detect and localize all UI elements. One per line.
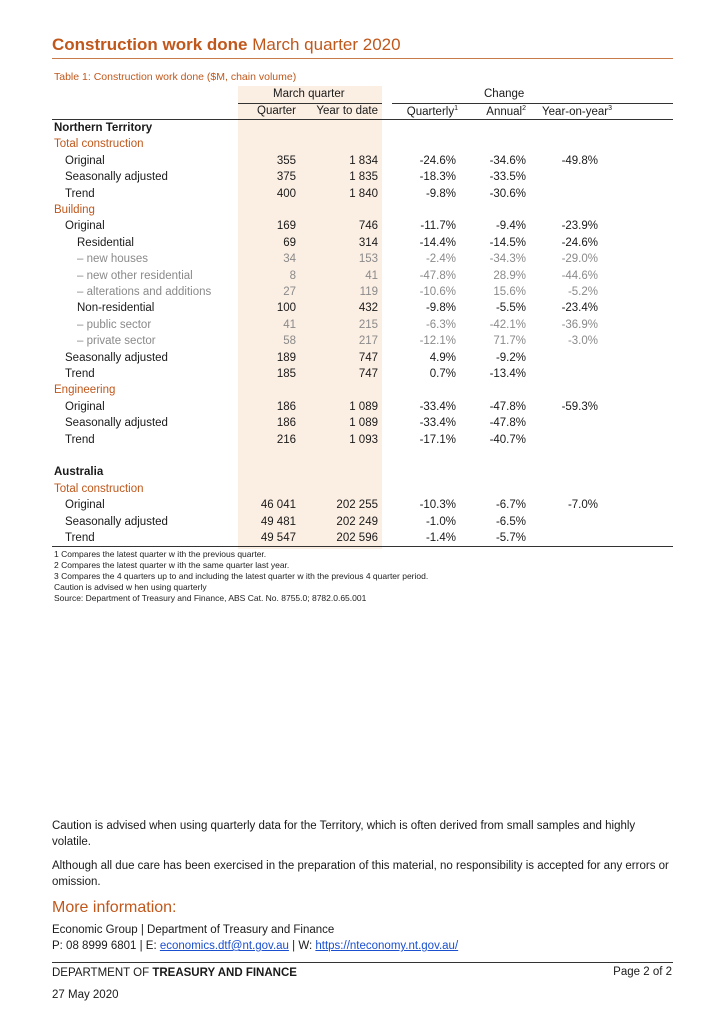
footer-rule: [52, 962, 673, 963]
cell-ytd: 215: [358, 318, 378, 331]
cell-annual: -5.7%: [495, 532, 526, 544]
cell-yoy: -29.0%: [561, 253, 598, 266]
cell-ytd: 202 596: [336, 532, 378, 544]
row-label: – private sector: [77, 335, 156, 348]
row-label: Original: [65, 400, 105, 413]
cell-annual: -6.5%: [495, 515, 526, 528]
cell-quarterly: 0.7%: [429, 368, 456, 380]
col-yoy-text: Year-on-year: [542, 105, 609, 118]
cell-ytd: 432: [358, 302, 378, 315]
col-quarter: Quarter: [257, 105, 296, 117]
cell-ytd: 217: [358, 335, 378, 348]
cell-quarterly: 4.9%: [429, 351, 456, 364]
table-row: [0, 235, 724, 251]
table-row: [0, 399, 724, 415]
title-rest: March quarter 2020: [247, 35, 401, 54]
row-label: – new other residential: [77, 269, 193, 282]
cell-quarterly: -6.3%: [425, 318, 456, 331]
cell-ytd: 1 834: [349, 154, 378, 167]
cell-quarterly: -10.3%: [419, 499, 456, 512]
row-label: Building: [54, 204, 95, 216]
cell-annual: -14.5%: [489, 236, 526, 249]
cell-quarterly: -9.8%: [425, 302, 456, 315]
row-label: Australia: [54, 466, 104, 479]
cell-yoy: -44.6%: [561, 269, 598, 282]
cell-quarterly: -10.6%: [419, 286, 456, 298]
category-row: [0, 202, 724, 218]
table-row: [0, 251, 724, 267]
cell-annual: -47.8%: [489, 400, 526, 413]
footer-department: [52, 967, 297, 979]
table-row: [0, 317, 724, 333]
footer-dept-prefix: DEPARTMENT OF: [52, 967, 153, 979]
col-annual-text: Annual: [486, 105, 523, 118]
row-label: Northern Territory: [54, 122, 153, 134]
row-label: Original: [65, 220, 105, 233]
cell-quarter: 69: [283, 236, 296, 249]
cell-quarter: 216: [276, 433, 296, 446]
cell-quarterly: -33.4%: [419, 417, 456, 430]
row-label: – new houses: [77, 253, 148, 266]
footnote-mark-2: 2: [522, 105, 526, 112]
category-row: [0, 382, 724, 398]
row-label: Trend: [65, 187, 95, 200]
cell-quarter: 27: [283, 286, 296, 298]
cell-quarterly: -18.3%: [419, 171, 456, 184]
cell-yoy: -36.9%: [561, 318, 598, 331]
cell-yoy: -59.3%: [561, 400, 598, 413]
cell-quarterly: -17.1%: [419, 433, 456, 446]
cell-quarterly: -1.4%: [425, 532, 456, 544]
row-label: Trend: [65, 532, 95, 544]
cell-quarter: 186: [276, 400, 296, 413]
table-caption: Table 1: Construction work done ($M, chain volume): [54, 71, 297, 83]
contact-line: [52, 938, 458, 954]
cell-yoy: -24.6%: [561, 236, 598, 249]
col-ytd: Year to date: [316, 105, 378, 117]
cell-quarterly: -24.6%: [419, 154, 456, 167]
cell-quarter: 8: [289, 269, 296, 282]
row-label: Non-residential: [77, 302, 155, 315]
cell-quarter: 169: [276, 220, 296, 233]
table-row: [0, 366, 724, 382]
cell-annual: -34.3%: [489, 253, 526, 266]
cell-quarter: 34: [283, 253, 296, 266]
row-label: Seasonally adjusted: [65, 515, 168, 528]
cell-ytd: 202 255: [336, 499, 378, 512]
header-change: Change: [484, 88, 525, 100]
cell-annual: -5.5%: [495, 302, 526, 315]
row-label: Original: [65, 499, 105, 512]
cell-quarter: 355: [276, 154, 296, 167]
table-notes: [54, 549, 428, 604]
title-bold: Construction work done: [52, 35, 248, 54]
cell-quarter: 186: [276, 417, 296, 430]
cell-quarterly: -33.4%: [419, 400, 456, 413]
cell-quarterly: -1.0%: [425, 515, 456, 528]
cell-ytd: 41: [365, 269, 378, 282]
row-label: Seasonally adjusted: [65, 417, 168, 430]
cell-annual: 15.6%: [493, 286, 526, 298]
cell-annual: -47.8%: [489, 417, 526, 430]
table-row: [0, 350, 724, 366]
section-heading-row: [0, 464, 724, 480]
section-heading-row: [0, 120, 724, 136]
cell-ytd: 1 835: [349, 171, 378, 184]
cell-ytd: 202 249: [336, 515, 378, 528]
cell-ytd: 746: [358, 220, 378, 233]
cell-quarter: 400: [276, 187, 296, 200]
contact-block: [52, 922, 458, 954]
table-row: [0, 169, 724, 185]
email-link[interactable]: economics.dtf@nt.gov.au: [159, 940, 289, 952]
cell-annual: -34.6%: [489, 154, 526, 167]
row-label: Seasonally adjusted: [65, 351, 168, 364]
cell-quarterly: -47.8%: [419, 269, 456, 282]
row-label: – public sector: [77, 318, 152, 331]
cell-yoy: -5.2%: [567, 286, 598, 298]
cell-ytd: 153: [358, 253, 378, 266]
table-row: [0, 415, 724, 431]
cell-quarterly: -2.4%: [425, 253, 456, 266]
cell-ytd: 1 093: [349, 433, 378, 446]
table-row: [0, 514, 724, 530]
disclaimer-paragraph: Although all due care has been exercised in the preparation of this material, no responsibility is accepted for any errors or omission.: [52, 860, 669, 888]
contact-group: Economic Group | Department of Treasury and Finance: [52, 924, 335, 936]
table-row: [0, 153, 724, 169]
cell-annual: 28.9%: [493, 269, 526, 282]
table-row: [0, 333, 724, 349]
table-bottom-rule: [52, 546, 673, 547]
cell-yoy: -23.9%: [561, 220, 598, 233]
row-label: Seasonally adjusted: [65, 171, 168, 184]
cell-ytd: 1 089: [349, 417, 378, 430]
table-row: [0, 432, 724, 448]
cell-yoy: -23.4%: [561, 302, 598, 315]
caution-paragraph: Caution is advised when using quarterly data for the Territory, which is often derived from small samples and highly volatile.: [52, 820, 636, 848]
table-row: [0, 300, 724, 316]
cell-quarterly: -11.7%: [420, 220, 456, 233]
note-caution: Caution is advised w hen using quarterly: [54, 582, 207, 592]
page-number: Page 2 of 2: [613, 966, 672, 978]
cell-annual: -6.7%: [495, 499, 526, 512]
web-prefix: | W:: [288, 940, 316, 952]
spacer-row: [0, 448, 724, 464]
cell-annual: -9.2%: [495, 351, 526, 364]
cell-quarter: 46 041: [260, 499, 296, 512]
cell-quarter: 189: [276, 351, 296, 364]
cell-quarter: 58: [283, 335, 296, 348]
row-label: Residential: [77, 236, 134, 249]
row-label: Original: [65, 154, 105, 167]
table-row: [0, 497, 724, 513]
row-label: Engineering: [54, 384, 116, 397]
table-row: [0, 284, 724, 300]
cell-yoy: -49.8%: [561, 154, 598, 167]
note-1: 1 Compares the latest quarter w ith the previous quarter.: [54, 549, 267, 559]
note-2: 2 Compares the latest quarter w ith the same quarter last year.: [54, 560, 290, 570]
category-row: [0, 136, 724, 152]
cell-annual: -42.1%: [489, 318, 526, 331]
table-row: [0, 530, 724, 546]
cell-quarter: 49 547: [260, 532, 296, 544]
table-row: [0, 186, 724, 202]
cell-ytd: 747: [358, 351, 378, 364]
cell-ytd: 1 089: [349, 400, 378, 413]
cell-yoy: -7.0%: [567, 499, 598, 512]
cell-quarter: 100: [276, 302, 296, 315]
cell-annual: -30.6%: [489, 187, 526, 200]
cell-quarter: 375: [276, 171, 296, 184]
row-label: – alterations and additions: [77, 286, 212, 298]
table-row: [0, 268, 724, 284]
cell-ytd: 314: [358, 236, 378, 249]
table-row: [0, 218, 724, 234]
cell-ytd: 1 840: [349, 187, 378, 200]
cell-annual: -33.5%: [489, 171, 526, 184]
cell-quarter: 49 481: [260, 515, 296, 528]
cell-ytd: 747: [358, 368, 378, 380]
cell-ytd: 119: [359, 286, 378, 298]
cell-quarterly: -9.8%: [425, 187, 456, 200]
cell-quarterly: -12.1%: [419, 335, 456, 348]
publish-date: 27 May 2020: [52, 989, 119, 1001]
cell-quarterly: -14.4%: [419, 236, 456, 249]
row-label: Trend: [65, 368, 95, 380]
row-label: Trend: [65, 433, 95, 446]
header-march-quarter: March quarter: [273, 88, 345, 100]
category-row: [0, 481, 724, 497]
cell-quarter: 41: [283, 318, 296, 331]
footnote-mark-3: 3: [608, 105, 612, 112]
cell-annual: 71.7%: [493, 335, 526, 348]
footer-dept-bold: TREASURY AND FINANCE: [152, 967, 297, 979]
cell-quarter: 185: [276, 368, 296, 380]
website-link[interactable]: https://nteconomy.nt.gov.au/: [315, 940, 459, 952]
note-3: 3 Compares the 4 quarters up to and including the latest quarter w ith the previous 4 quarter period.: [54, 571, 429, 581]
note-source: Source: Department of Treasury and Finance, ABS Cat. No. 8755.0; 8782.0.65.001: [54, 593, 367, 603]
cell-annual: -13.4%: [489, 368, 526, 380]
more-info-heading: More information:: [52, 899, 177, 916]
cell-annual: -40.7%: [489, 433, 526, 446]
row-label: Total construction: [54, 138, 144, 151]
footnote-mark-1: 1: [454, 105, 458, 112]
col-quarterly-text: Quarterly: [406, 105, 455, 118]
row-label: Total construction: [54, 482, 144, 495]
cell-yoy: -3.0%: [567, 335, 598, 348]
cell-annual: -9.4%: [495, 220, 526, 233]
phone-text: P: 08 8999 6801 | E:: [52, 940, 160, 952]
